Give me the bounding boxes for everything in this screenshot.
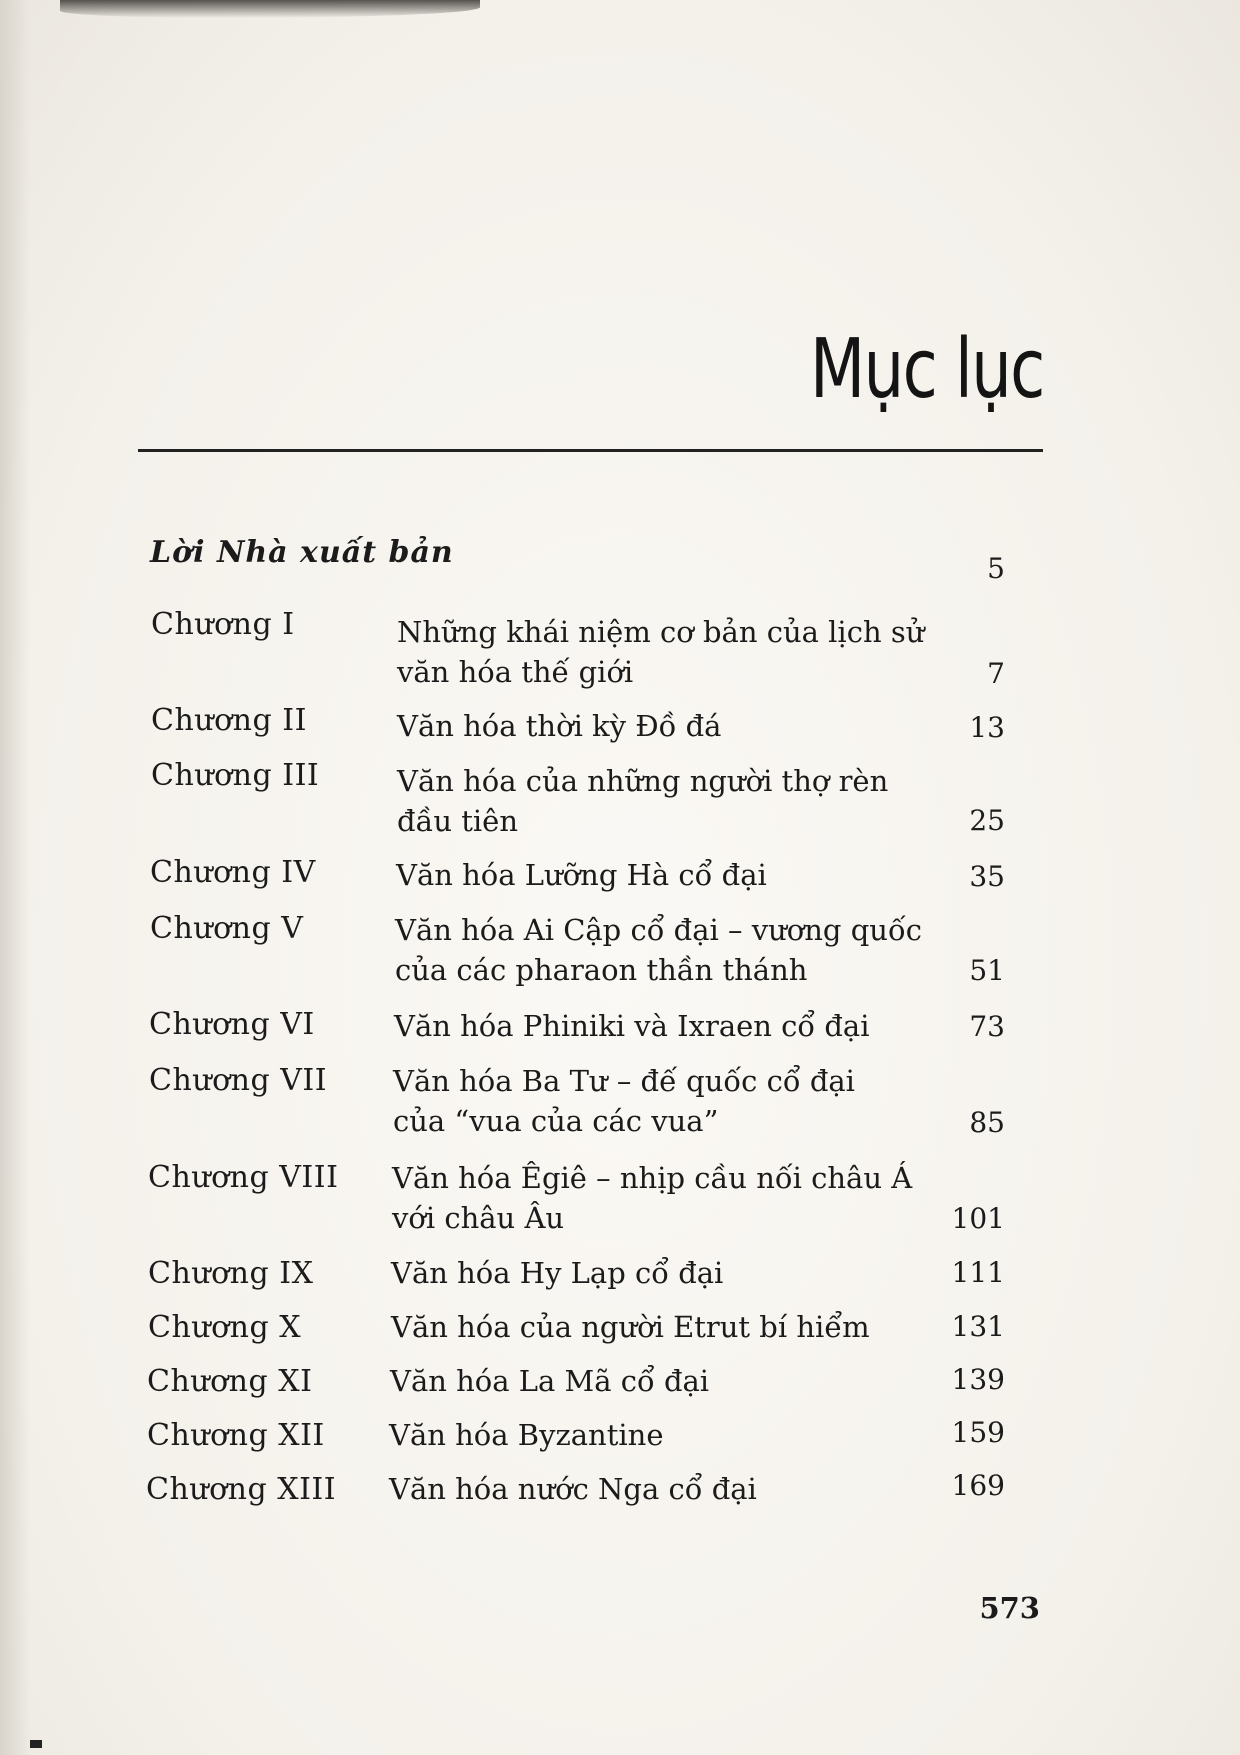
toc-entry-title xyxy=(389,1415,909,1455)
toc-entry-label: Chương X xyxy=(148,1310,302,1345)
toc-entry-label: Chương V xyxy=(150,911,304,946)
page-gutter-shadow xyxy=(0,0,30,1755)
toc-entry-title-line: Văn hóa Lưỡng Hà cổ đại xyxy=(396,858,767,892)
toc-entry-label: Lời Nhà xuất bản xyxy=(150,535,454,570)
toc-entry-title xyxy=(396,855,916,895)
toc-entry-label: Chương III xyxy=(151,758,320,793)
toc-entry-label: Chương VIII xyxy=(148,1160,339,1195)
toc-entry-label: Chương IX xyxy=(148,1256,314,1291)
toc-entry-title-line: của các pharaon thần thánh xyxy=(395,953,808,987)
title-divider xyxy=(138,449,1043,452)
toc-entry-label: Chương IV xyxy=(150,855,316,890)
page-number: 573 xyxy=(979,1591,1040,1625)
toc-entry-title xyxy=(391,1253,911,1293)
toc-entry-title xyxy=(391,1307,911,1347)
toc-entry-page: 73 xyxy=(969,1010,1005,1043)
toc-entry-title-line: Văn hóa Ba Tư – đế quốc cổ đại xyxy=(393,1064,855,1098)
toc-entry-title-line: Văn hóa thời kỳ Đồ đá xyxy=(397,709,722,743)
toc-entry-page: 159 xyxy=(951,1416,1005,1449)
toc-entry-title-line: Văn hóa của người Etrut bí hiểm xyxy=(391,1310,870,1344)
toc-entry-title-line: Văn hóa Phiniki và Ixraen cổ đại xyxy=(394,1009,870,1043)
toc-entry-title-line: Văn hóa La Mã cổ đại xyxy=(390,1364,710,1398)
toc-entry-title-line: Những khái niệm cơ bản của lịch sử xyxy=(397,615,925,649)
toc-entry-label: Chương XIII xyxy=(146,1472,337,1507)
toc-entry-title-line: đầu tiên xyxy=(397,804,518,838)
toc-entry-page: 169 xyxy=(951,1469,1005,1502)
toc-entry-label: Chương I xyxy=(151,607,295,642)
toc-entry-label: Chương XII xyxy=(147,1418,325,1453)
toc-entry-title-line: Văn hóa nước Nga cổ đại xyxy=(389,1472,757,1506)
toc-entry-title xyxy=(394,1006,914,1046)
page-top-edge xyxy=(60,0,480,18)
toc-entry-page: 139 xyxy=(951,1363,1005,1396)
toc-entry-page: 7 xyxy=(987,657,1005,690)
toc-entry-title xyxy=(395,910,922,990)
toc-entry-page: 5 xyxy=(987,552,1005,585)
toc-entry-page: 85 xyxy=(969,1106,1005,1139)
toc-entry-label: Chương XI xyxy=(147,1364,313,1399)
toc-entry-title xyxy=(389,1469,909,1509)
toc-entry-title xyxy=(393,1061,913,1141)
toc-entry-title-line: Văn hóa Hy Lạp cổ đại xyxy=(391,1256,724,1290)
page-corner-mark xyxy=(30,1740,42,1748)
toc-entry-title-line: Văn hóa Byzantine xyxy=(389,1418,664,1452)
toc-entry-label: Chương II xyxy=(151,703,307,738)
toc-entry-title-line: Văn hóa của những người thợ rèn xyxy=(397,764,889,798)
toc-entry-title xyxy=(390,1361,910,1401)
toc-entry-page: 35 xyxy=(969,860,1005,893)
toc-entry-title-line: Văn hóa Êgiê – nhịp cầu nối châu Á xyxy=(392,1161,913,1195)
toc-entry-title xyxy=(397,706,917,746)
toc-entry-title xyxy=(397,612,925,692)
toc-entry-page: 25 xyxy=(969,804,1005,837)
toc-entry-page: 131 xyxy=(951,1310,1005,1343)
toc-entry-page: 51 xyxy=(969,954,1005,987)
toc-entry-title xyxy=(397,761,917,841)
toc-entry-title xyxy=(392,1158,912,1238)
toc-entry-label: Chương VI xyxy=(149,1007,315,1042)
toc-entry-page: 13 xyxy=(969,711,1005,744)
toc-entry-page: 101 xyxy=(951,1202,1005,1235)
toc-entry-page: 111 xyxy=(951,1256,1005,1289)
toc-entry-title-line: với châu Âu xyxy=(392,1201,565,1235)
toc-entry-title-line: văn hóa thế giới xyxy=(397,655,634,689)
page-title: Mục lục xyxy=(810,322,1044,417)
toc-entry-label: Chương VII xyxy=(149,1063,328,1098)
toc-entry-title-line: của “vua của các vua” xyxy=(393,1104,719,1138)
toc-entry-title-line: Văn hóa Ai Cập cổ đại – vương quốc xyxy=(395,913,922,947)
